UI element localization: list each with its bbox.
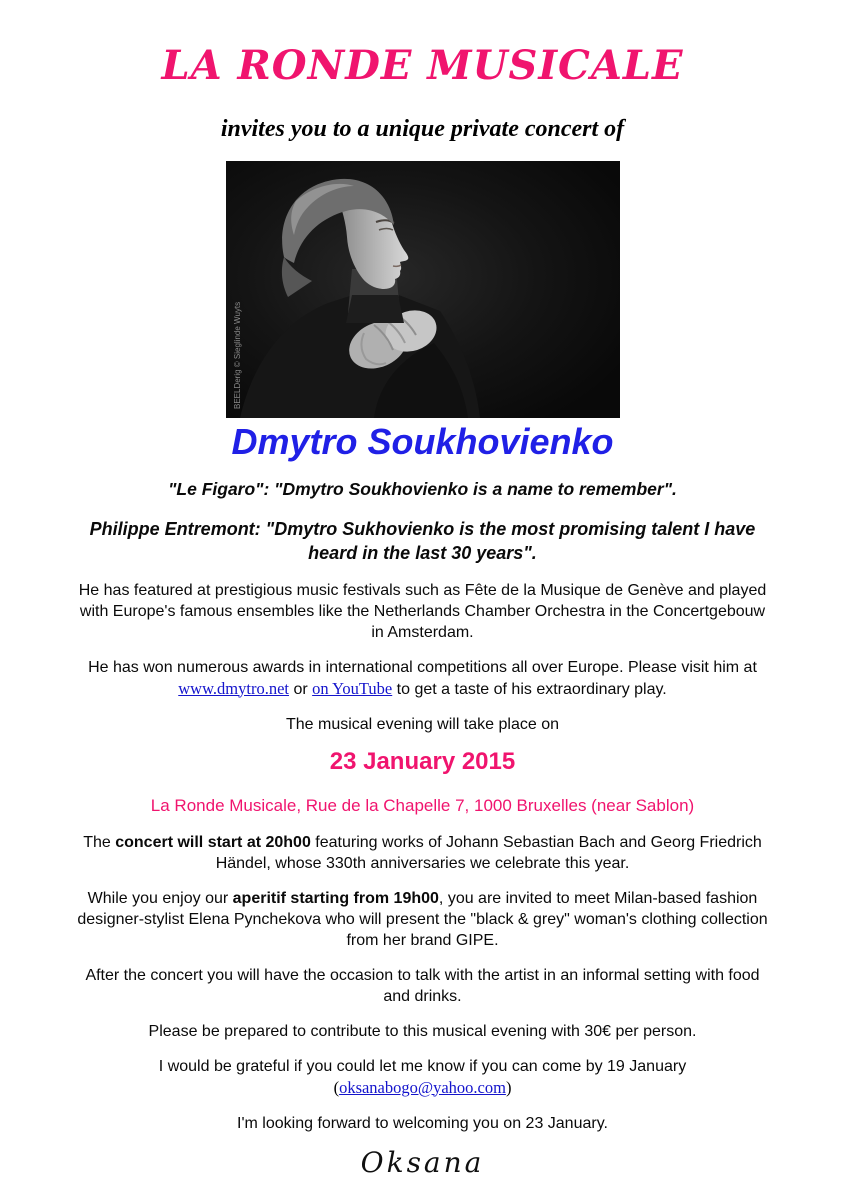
awards-text-mid: or xyxy=(289,680,313,698)
paragraph-rsvp xyxy=(75,1056,771,1099)
page-title: LA RONDE MUSICALE xyxy=(161,42,684,89)
artist-portrait-image xyxy=(226,161,620,418)
concert-time-bold: concert will start at 20h00 xyxy=(115,833,311,851)
paragraph-awards xyxy=(75,657,771,700)
awards-text-post: to get a taste of his extraordinary play. xyxy=(392,680,667,698)
artist-photo xyxy=(226,161,620,418)
rsvp-paren-open: ( xyxy=(333,1077,340,1097)
invitation-subtitle: invites you to a unique private concert of xyxy=(220,116,625,142)
paragraph-after-concert: After the concert you will have the occasion to talk with the artist in an informal setting with food and drinks. xyxy=(85,966,760,1005)
quote-entremont: Philippe Entremont: "Dmytro Sukhovienko is the most promising talent I have heard in the last 30 years". xyxy=(89,519,756,564)
concert-text-post: featuring works of Johann Sebastian Bach and Georg Friedrich Händel, whose 330th anniversaries we celebrate this year. xyxy=(215,833,762,872)
quote-figaro: "Le Figaro": "Dmytro Soukhovienko is a name to remember". xyxy=(168,479,677,500)
photo-credit: BEELDerig © Sieglinde Wuyts xyxy=(232,301,242,409)
concert-text-pre: The xyxy=(83,833,116,851)
aperitif-text-pre: While you enjoy our xyxy=(87,889,233,907)
link-dmytro-net[interactable]: www.dmytro.net xyxy=(178,678,289,698)
event-venue: La Ronde Musicale, Rue de la Chapelle 7, 1000 Bruxelles (near Sablon) xyxy=(150,796,695,816)
link-youtube[interactable]: on YouTube xyxy=(312,678,393,698)
aperitif-text-post: , you are invited to meet Milan-based fashion designer-stylist Elena Pynchekova who will present the "black & grey" woman's clothing collection from her brand GIPE. xyxy=(77,889,768,949)
aperitif-time-bold: aperitif starting from 19h00 xyxy=(232,889,439,907)
artist-name: Dmytro Soukhovienko xyxy=(231,421,614,462)
paragraph-aperitif xyxy=(75,888,771,951)
paragraph-closing: I'm looking forward to welcoming you on 23 January. xyxy=(237,1114,608,1132)
awards-text-pre: He has won numerous awards in international competitions all over Europe. Please visit him at xyxy=(88,658,757,676)
paragraph-festivals: He has featured at prestigious music festivals such as Fête de la Musique de Genève and played with Europe's famous ensembles like the Netherlands Chamber Orchestra in the Concertgebouw in Amsterdam. xyxy=(78,581,767,641)
link-email[interactable]: oksanabogo@yahoo.com xyxy=(339,1077,506,1097)
paragraph-evening: The musical evening will take place on xyxy=(285,715,560,733)
paragraph-concert xyxy=(75,832,771,874)
rsvp-paren-close: ) xyxy=(505,1077,512,1097)
event-date: 23 January 2015 xyxy=(329,747,516,775)
paragraph-contribute: Please be prepared to contribute to this musical evening with 30€ per person. xyxy=(148,1022,697,1040)
signature: Oksana xyxy=(360,1145,485,1179)
rsvp-text-pre: I would be grateful if you could let me know if you can come by 19 January xyxy=(158,1057,687,1075)
